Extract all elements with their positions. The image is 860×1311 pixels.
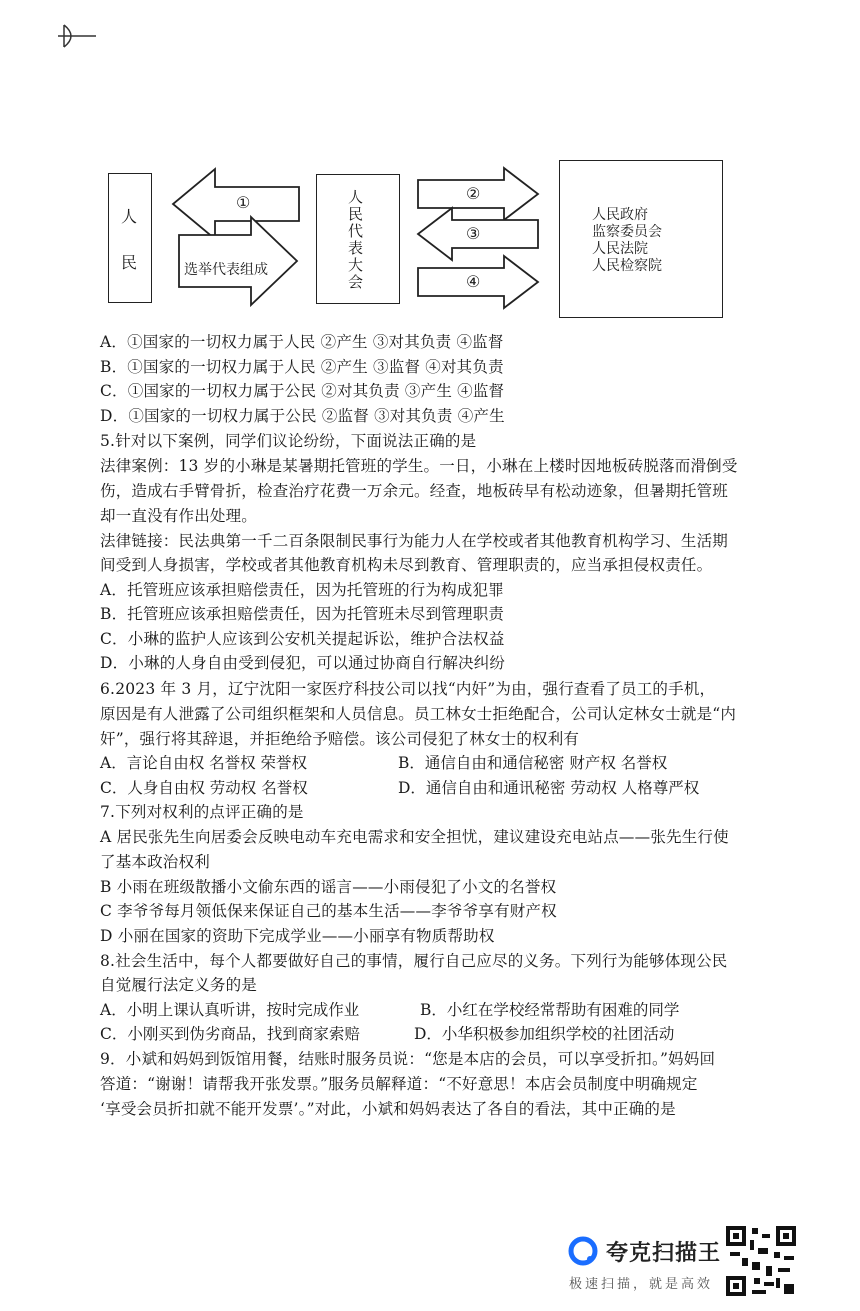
organ-court: 人民法院	[592, 241, 648, 257]
q6-option-d: D．通信自由和通讯秘密 劳动权 人格尊严权	[398, 779, 700, 797]
q7-option-b: B 小雨在班级散播小文偷东西的谣言——小雨侵犯了小文的名誉权	[100, 878, 557, 896]
q5-option-c: C．小琳的监护人应该到公安机关提起诉讼，维护合法权益	[100, 630, 505, 648]
q7-option-d: D 小丽在国家的资助下完成学业——小丽享有物质帮助权	[100, 927, 495, 945]
q9-line-2: 答道：“谢谢！请帮我开张发票。”服务员解释道：“不好意思！本店会员制度中明确规定	[100, 1075, 698, 1093]
q7-option-a-line-1: A 居民张先生向居委会反映电动车充电需求和安全担忧，建议建设充电站点——张先生行使	[100, 828, 729, 846]
q5-case-line-3: 却一直没有作出处理。	[100, 507, 258, 525]
state-organs-list	[592, 207, 662, 275]
people-char-2: 民	[121, 253, 138, 272]
qr-code-icon	[726, 1226, 796, 1296]
q8-option-b: B．小红在学校经常帮助有困难的同学	[420, 1001, 680, 1019]
q7-option-c: C 李爷爷每月领低保来保证自己的基本生活——李爷爷享有财产权	[100, 902, 557, 920]
q5-case-line-1: 法律案例：13 岁的小琳是某暑期托管班的学生。一日，小琳在上楼时因地板砖脱落而滑倒受	[100, 457, 738, 475]
quark-logo-icon	[568, 1236, 598, 1266]
q6-option-a: A．言论自由权 名誉权 荣誉权	[100, 754, 308, 772]
q5-case-line-2: 伤，造成右手臂骨折，检查治疗花费一万余元。经查，地板砖早有松动迹象，但暑期托管班	[100, 482, 729, 500]
q6-stem-line-2: 原因是有人泄露了公司组织框架和人员信息。员工林女士拒绝配合，公司认定林女士就是“内	[100, 705, 737, 723]
npc-label: 人民代表大会	[346, 189, 364, 291]
q6-option-b: B．通信自由和通信秘密 财产权 名誉权	[398, 754, 668, 772]
q9-line-3: ‘享受会员折扣就不能开发票’。”对此，小斌和妈妈表达了各自的看法，其中正确的是	[100, 1100, 676, 1118]
corner-mark-icon	[56, 22, 100, 50]
q4-option-c: C．①国家的一切权力属于公民 ②对其负责 ③产生 ④监督	[100, 382, 505, 400]
q4-option-d: D．①国家的一切权力属于公民 ②监督 ③对其负责 ④产生	[100, 407, 505, 425]
q5-option-a: A．托管班应该承担赔偿责任，因为托管班的行为构成犯罪	[100, 581, 504, 599]
arrow3-label: ③	[466, 224, 481, 243]
arrow1-label: ①	[236, 193, 251, 212]
arrow-elect-label: 选举代表组成	[184, 262, 268, 278]
scanner-slogan: 极速扫描，就是高效	[569, 1277, 714, 1292]
q5-option-b: B．托管班应该承担赔偿责任，因为托管班未尽到管理职责	[100, 605, 505, 623]
q6-option-c: C．人身自由权 劳动权 名誉权	[100, 779, 308, 797]
organ-supervisory-commission: 监察委员会	[592, 224, 662, 240]
q9-line-1: 9．小斌和妈妈到饭馆用餐，结账时服务员说：“您是本店的会员，可以享受折扣。”妈妈回	[100, 1050, 716, 1068]
scanner-brand: 夸克扫描王	[606, 1241, 722, 1266]
q7-stem: 7.下列对权利的点评正确的是	[100, 803, 304, 821]
arrows-left	[165, 165, 315, 315]
people-box	[108, 173, 152, 303]
state-organs-box	[559, 160, 723, 318]
organ-procuratorate: 人民检察院	[592, 258, 662, 274]
q5-stem: 5.针对以下案例，同学们议论纷纷，下面说法正确的是	[100, 432, 477, 450]
npc-box	[316, 174, 400, 304]
q8-stem-line-1: 8.社会生活中，每个人都要做好自己的事情，履行自己应尽的义务。下列行为能够体现公民	[100, 952, 728, 970]
q8-option-c: C．小刚买到伪劣商品，找到商家索赔	[100, 1025, 360, 1043]
q4-option-a: A．①国家的一切权力属于人民 ②产生 ③对其负责 ④监督	[100, 333, 504, 351]
q5-law-line-1: 法律链接：民法典第一千二百条限制民事行为能力人在学校或者其他教育机构学习、生活期	[100, 532, 729, 550]
organ-government: 人民政府	[592, 207, 648, 223]
q6-stem-line-1: 6.2023 年 3 月，辽宁沈阳一家医疗科技公司以找“内奸”为由，强行查看了员工的手机，	[100, 680, 716, 698]
arrow2-label: ②	[466, 184, 481, 203]
q5-option-d: D．小琳的人身自由受到侵犯，可以通过协商自行解决纠纷	[100, 654, 506, 672]
q6-stem-line-3: 奸”，强行将其辞退，并拒绝给予赔偿。该公司侵犯了林女士的权利有	[100, 730, 580, 748]
people-char-1: 人	[121, 207, 138, 226]
q8-option-d: D．小华积极参加组织学校的社团活动	[414, 1025, 675, 1043]
q8-stem-line-2: 自觉履行法定义务的是	[100, 976, 258, 994]
q8-option-a: A．小明上课认真听讲，按时完成作业	[100, 1001, 360, 1019]
q5-law-line-2: 间受到人身损害，学校或者其他教育机构未尽到教育、管理职责的，应当承担侵权责任。	[100, 556, 713, 574]
q7-option-a-line-2: 了基本政治权利	[100, 853, 210, 871]
q4-option-b: B．①国家的一切权力属于人民 ②产生 ③监督 ④对其负责	[100, 358, 504, 376]
arrow4-label: ④	[466, 272, 481, 291]
